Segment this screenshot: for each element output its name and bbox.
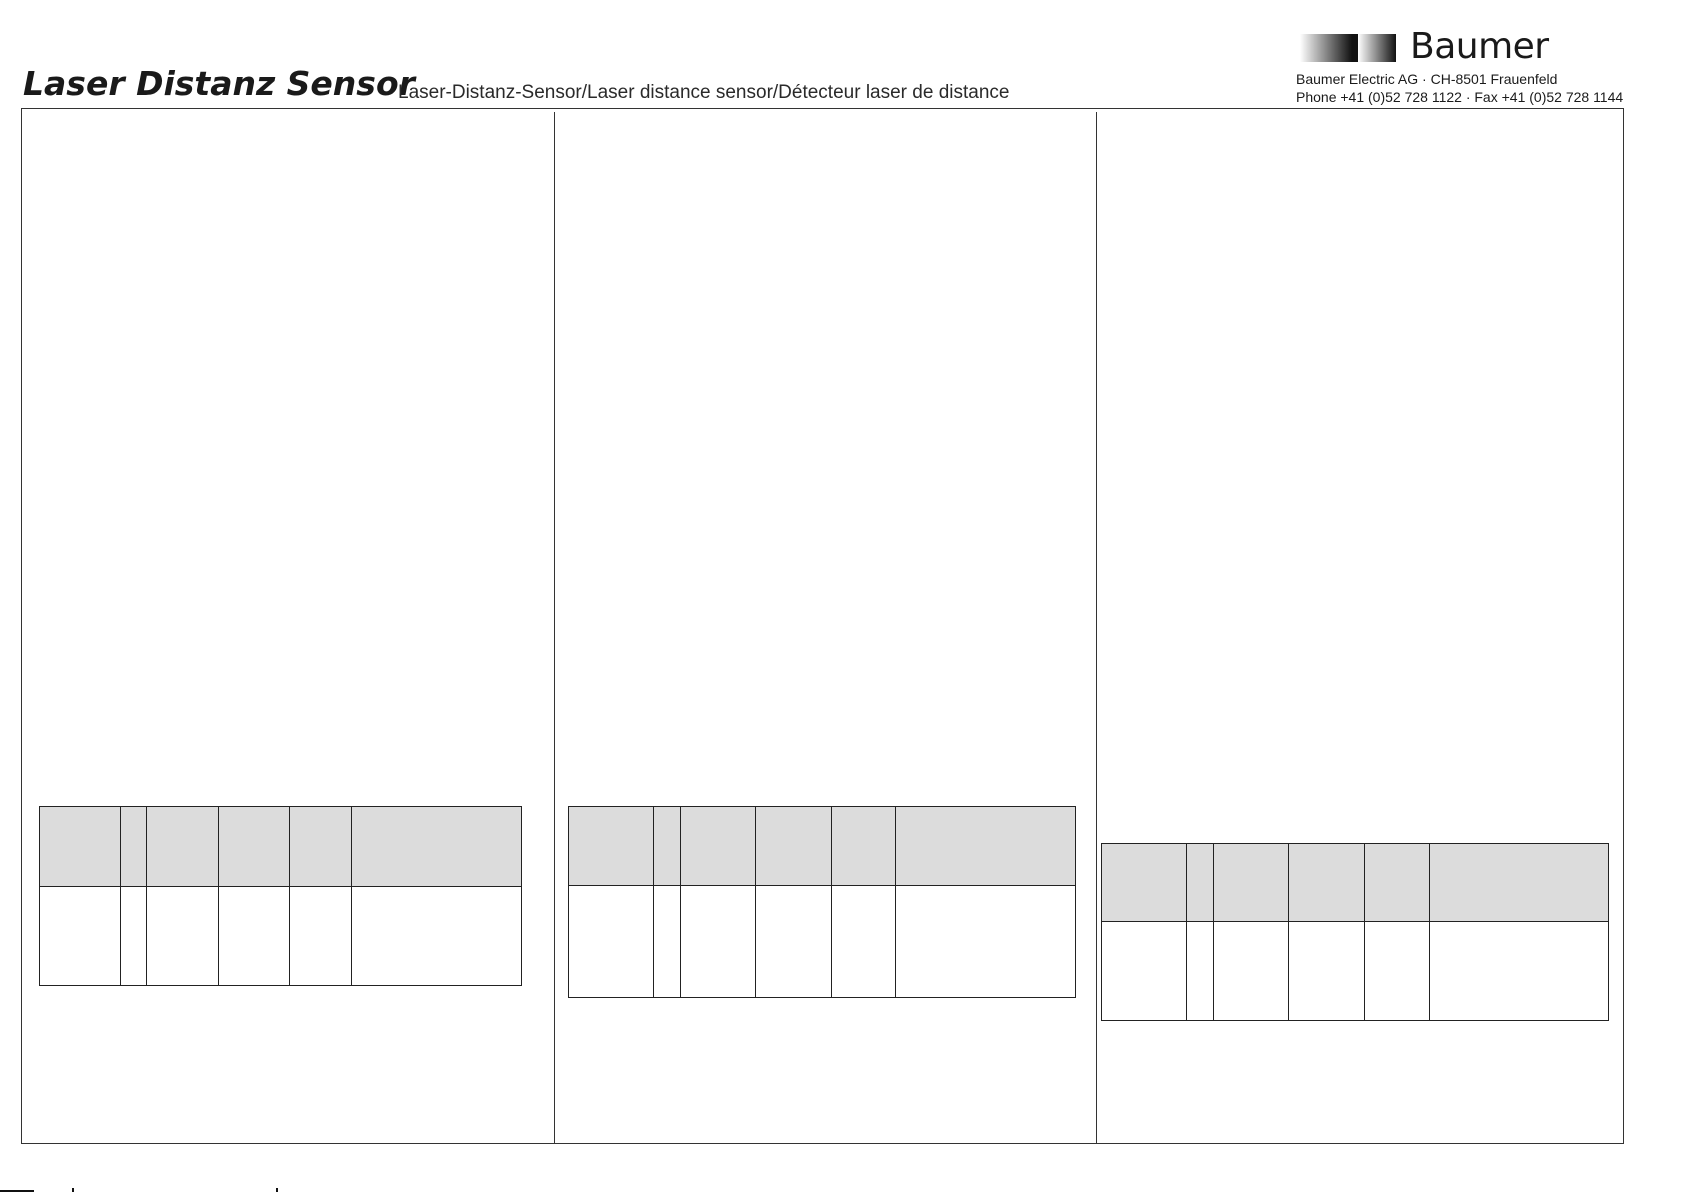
table-header-row — [40, 807, 522, 887]
page-title: Laser Distanz Sensor — [23, 64, 415, 103]
table-cell — [147, 887, 219, 986]
table-row — [1102, 922, 1609, 1021]
table-header-cell — [654, 807, 681, 886]
table-header-cell — [121, 807, 147, 887]
table-cell — [756, 886, 832, 998]
table-cell — [1187, 922, 1214, 1021]
table-row — [40, 887, 522, 986]
table-header-cell — [1430, 844, 1609, 922]
table-cell — [896, 886, 1076, 998]
table-cell — [654, 886, 681, 998]
table-header-cell — [219, 807, 290, 887]
company-phone-fax: Phone +41 (0)52 728 1122 · Fax +41 (0)52 728 1144 — [1296, 89, 1624, 105]
table-header-cell — [147, 807, 219, 887]
table-header-cell — [1187, 844, 1214, 922]
table-cell — [1214, 922, 1289, 1021]
table-header-cell — [896, 807, 1076, 886]
brand-name: Baumer — [1410, 26, 1549, 67]
table-cell — [1430, 922, 1609, 1021]
table-cell — [40, 887, 121, 986]
table-cell — [290, 887, 352, 986]
company-address: Baumer Electric AG · CH-8501 Frauenfeld — [1296, 71, 1558, 87]
column-divider-1 — [554, 112, 555, 1144]
table-header-cell — [352, 807, 522, 887]
table-cell — [121, 887, 147, 986]
table-header-cell — [832, 807, 896, 886]
table-row — [569, 886, 1076, 998]
table-cell — [219, 887, 290, 986]
table-cell — [1365, 922, 1430, 1021]
page-subtitle: Laser-Distanz-Sensor/Laser distance sensor/Détecteur laser de distance — [398, 82, 1010, 103]
column-3-table — [1101, 843, 1609, 1021]
table-cell — [1289, 922, 1365, 1021]
table-header-cell — [40, 807, 121, 887]
table-cell — [681, 886, 756, 998]
table-header-row — [569, 807, 1076, 886]
table-header-cell — [290, 807, 352, 887]
table-header-row — [1102, 844, 1609, 922]
table-header-cell — [1214, 844, 1289, 922]
table-cell — [832, 886, 896, 998]
table-header-cell — [569, 807, 654, 886]
table-header-cell — [681, 807, 756, 886]
table-header-cell — [1102, 844, 1187, 922]
table-header-cell — [756, 807, 832, 886]
table-cell — [569, 886, 654, 998]
column-divider-2 — [1096, 112, 1097, 1144]
column-2-table — [568, 806, 1076, 998]
column-1-table — [39, 806, 522, 986]
table-cell — [1102, 922, 1187, 1021]
crop-marks-icon — [0, 1186, 300, 1192]
table-header-cell — [1365, 844, 1430, 922]
table-header-cell — [1289, 844, 1365, 922]
table-cell — [352, 887, 522, 986]
